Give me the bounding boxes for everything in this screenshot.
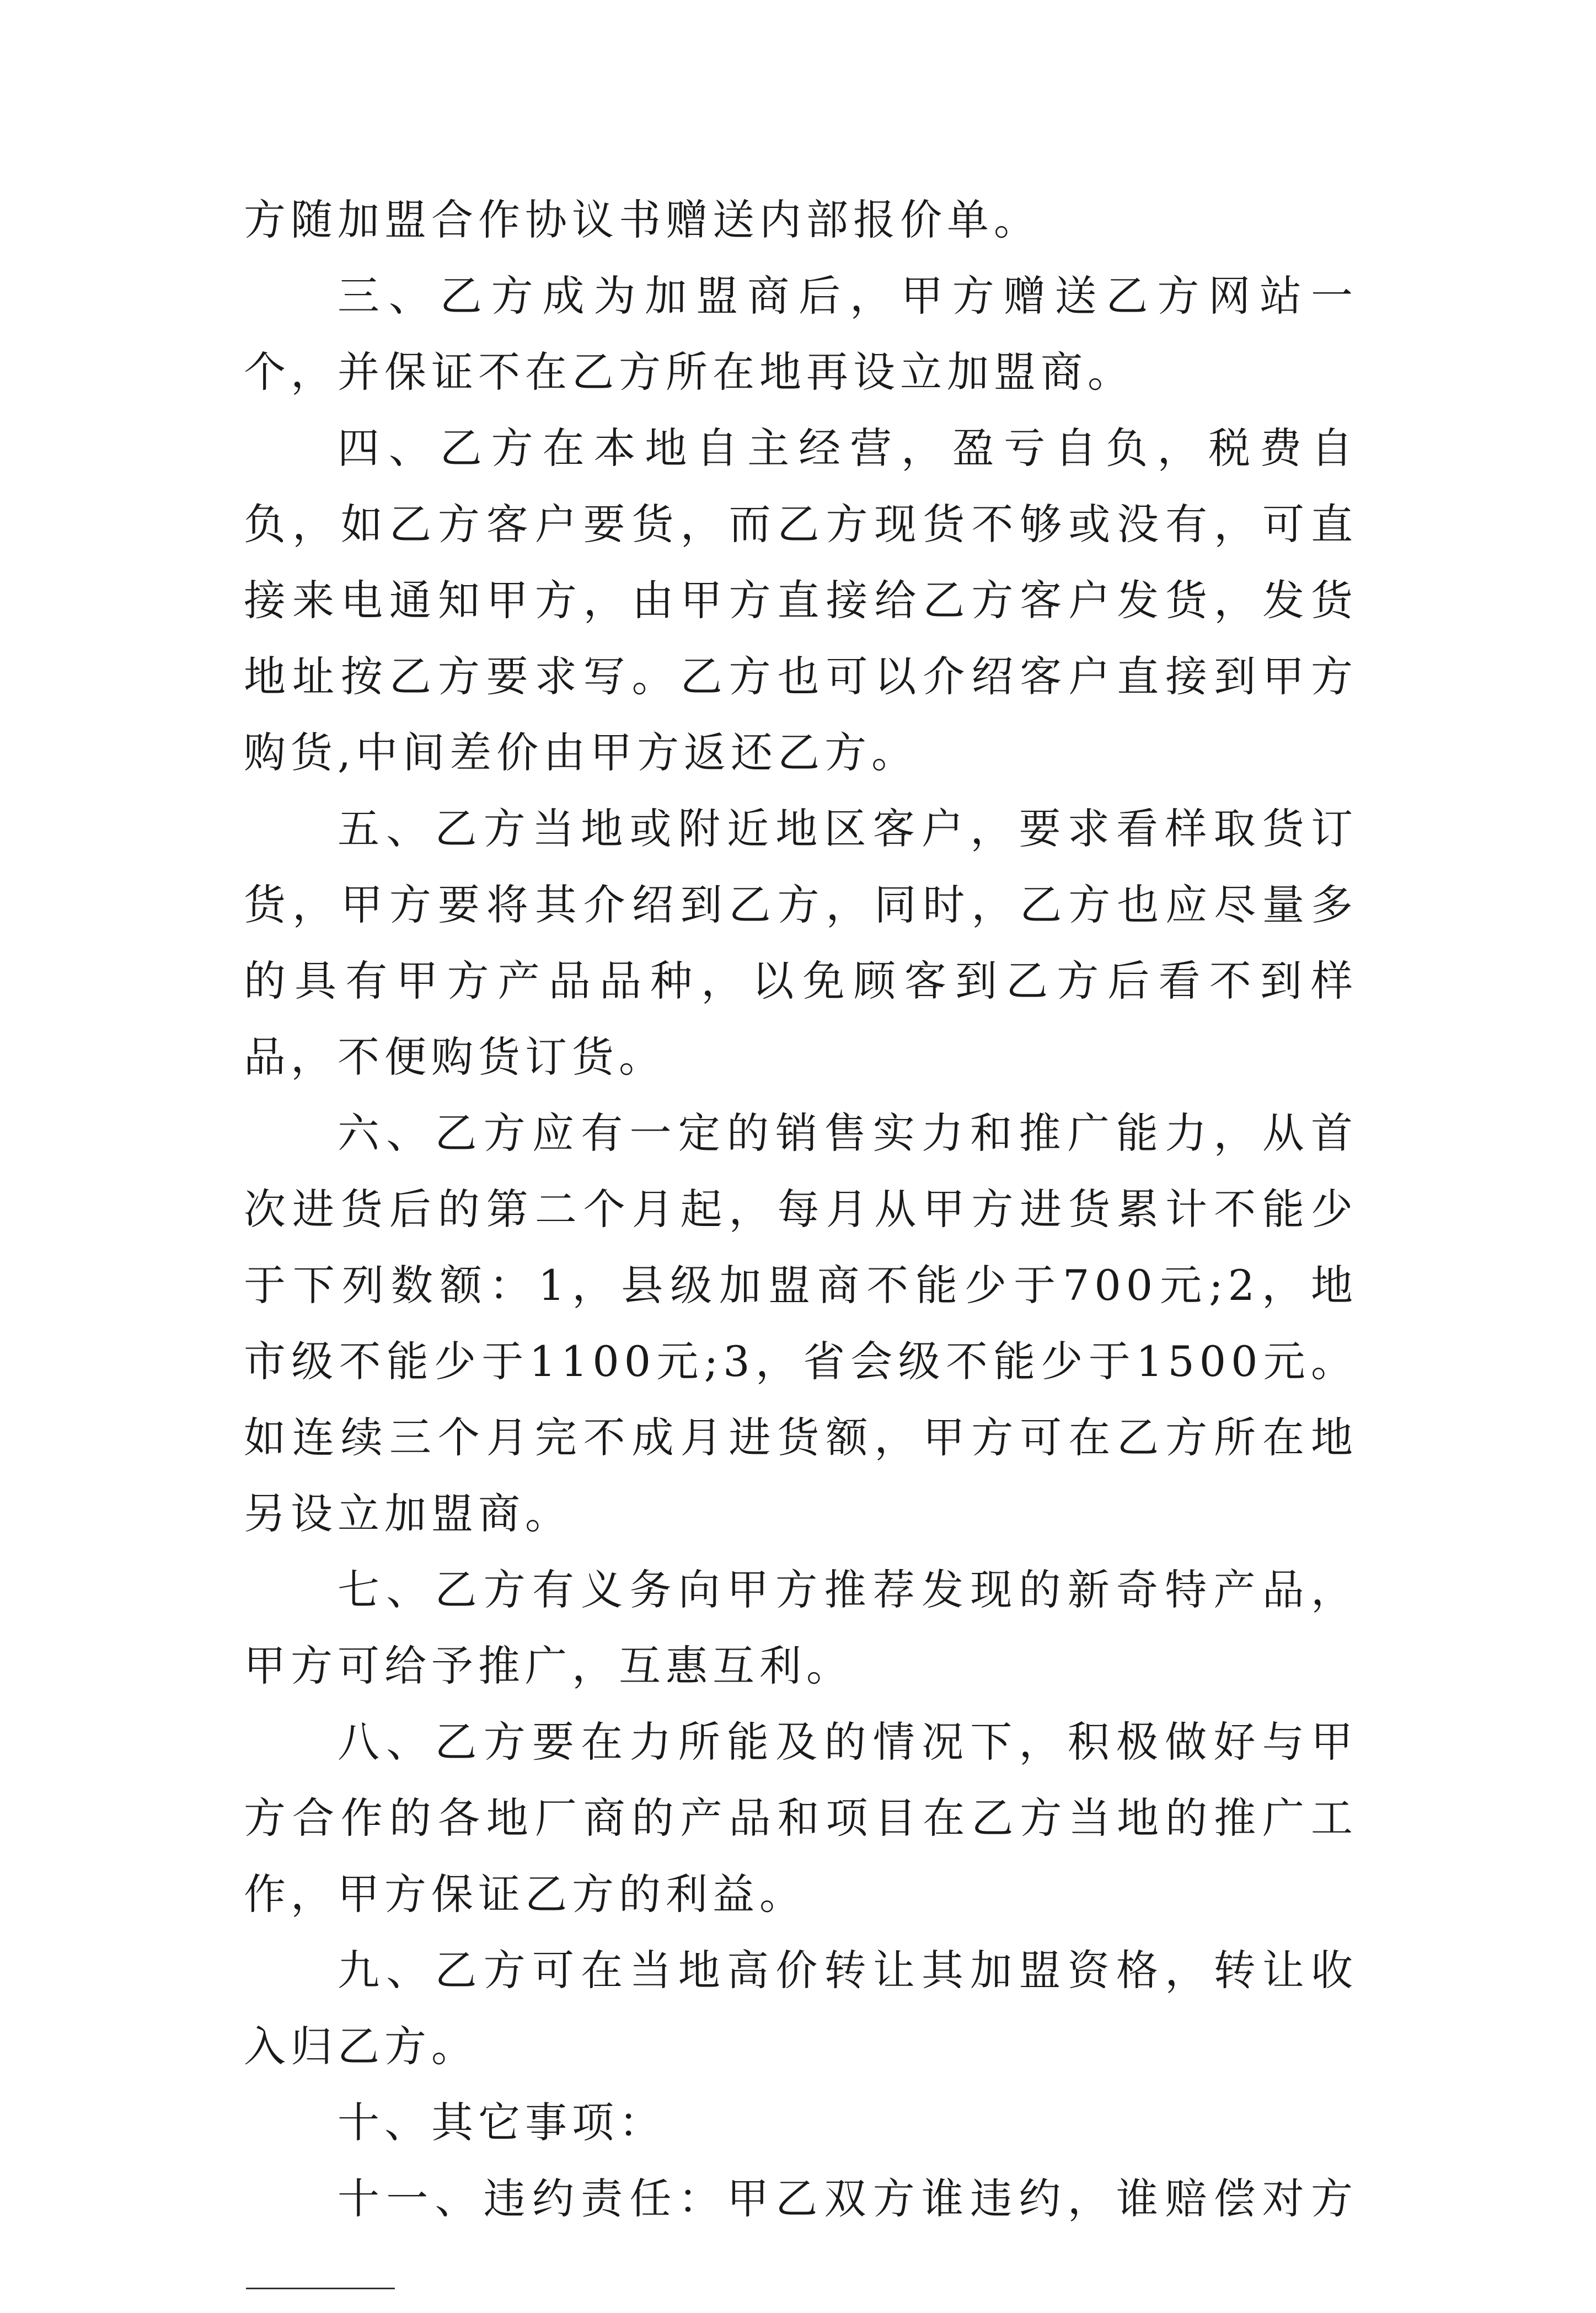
paragraph-clause-4: 四、乙方在本地自主经营，盈亏自负，税费自负，如乙方客户要货，而乙方现货不够或没有，可直接来电通知甲方，由甲方直接给乙方客户发货，发货地址按乙方要求写。乙方也可以介绍客户直接到甲方购货,中间差价由甲方返还乙方。 [244,424,1358,777]
paragraph-continuation: 方随加盟合作协议书赠送内部报价单。 [244,195,1041,244]
paragraph-clause-8: 八、乙方要在力所能及的情况下，积极做好与甲方合作的各地厂商的产品和项目在乙方当地的推广工作，甲方保证乙方的利益。 [244,1717,1358,1919]
document-body [244,182,1358,2313]
paragraph-clause-9: 九、乙方可在当地高价转让其加盟资格，转让收入归乙方。 [244,1946,1358,2071]
paragraph-clause-5: 五、乙方当地或附近地区客户，要求看样取货订货，甲方要将其介绍到乙方，同时，乙方也应尽量多的具有甲方产品品种，以免顾客到乙方后看不到样品，不便购货订货。 [244,804,1358,1081]
clause-11-text: 十一、违约责任：甲乙双方谁违约，谁赔偿对方 [338,2174,1358,2223]
paragraph-clause-6: 六、乙方应有一定的销售实力和推广能力，从首次进货后的第二个月起，每月从甲方进货累计不能少于下列数额：1，县级加盟商不能少于700元;2，地市级不能少于1100元;3，省会级不能少于1500元。如连续三个月完不成月进货额，甲方可在乙方所在地另设立加盟商。 [244,1109,1358,1538]
paragraph-clause-10: 十、其它事项： [338,2098,666,2147]
paragraph-clause-11 [244,2161,1358,2313]
fill-in-blank-line [246,2247,395,2289]
paragraph-clause-3: 三、乙方成为加盟商后，甲方赠送乙方网站一个，并保证不在乙方所在地再设立加盟商。 [244,271,1358,397]
paragraph-clause-7: 七、乙方有义务向甲方推荐发现的新奇特产品，甲方可给予推广，互惠互利。 [244,1565,1358,1690]
